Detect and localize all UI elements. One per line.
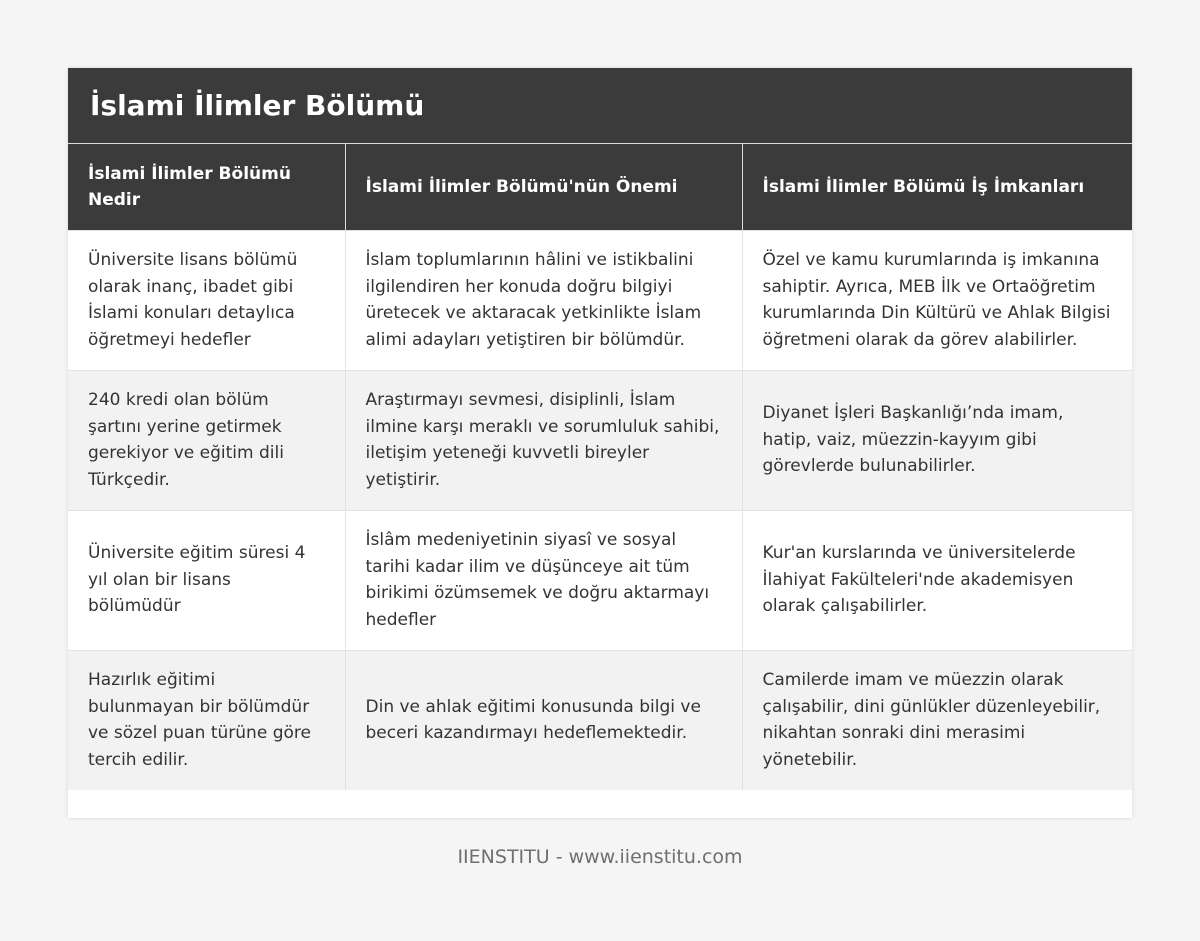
table-cell: İslam toplumlarının hâlini ve istikbalini ilgilendiren her konuda doğru bilgiyi üretecek ve aktaracak yetkinlikte İslam alimi adayları yetiştiren bir bölümdür. xyxy=(345,230,742,370)
table-cell: Kur'an kurslarında ve üniversitelerde İlahiyat Fakülteleri'nde akademisyen olarak çalışabilirler. xyxy=(742,510,1132,650)
info-table xyxy=(68,144,1132,790)
footer-credit: IIENSTITU - www.iienstitu.com xyxy=(457,846,743,868)
table-cell: Diyanet İşleri Başkanlığı’nda imam, hatip, vaiz, müezzin-kayyım gibi görevlerde bulunabilirler. xyxy=(742,370,1132,510)
table-cell: 240 kredi olan bölüm şartını yerine getirmek gerekiyor ve eğitim dili Türkçedir. xyxy=(68,370,345,510)
table-cell: Din ve ahlak eğitimi konusunda bilgi ve beceri kazandırmayı hedeflemektedir. xyxy=(345,650,742,790)
info-card xyxy=(68,68,1132,818)
table-row xyxy=(68,230,1132,370)
table-cell: Üniversite eğitim süresi 4 yıl olan bir lisans bölümüdür xyxy=(68,510,345,650)
column-header-is-imkanlari: İslami İlimler Bölümü İş İmkanları xyxy=(742,144,1132,230)
table-cell: Hazırlık eğitimi bulunmayan bir bölümdür ve sözel puan türüne göre tercih edilir. xyxy=(68,650,345,790)
header-row xyxy=(68,144,1132,230)
table-cell: İslâm medeniyetinin siyasî ve sosyal tarihi kadar ilim ve düşünceye ait tüm birikimi özümsemek ve doğru aktarmayı hedefler xyxy=(345,510,742,650)
table-row xyxy=(68,510,1132,650)
column-header-nedir: İslami İlimler Bölümü Nedir xyxy=(68,144,345,230)
table-title: İslami İlimler Bölümü xyxy=(68,68,1132,144)
table-cell: Özel ve kamu kurumlarında iş imkanına sahiptir. Ayrıca, MEB İlk ve Ortaöğretim kurumlarında Din Kültürü ve Ahlak Bilgisi öğretmeni olarak da görev alabilirler. xyxy=(742,230,1132,370)
table-row xyxy=(68,650,1132,790)
table-cell: Üniversite lisans bölümü olarak inanç, ibadet gibi İslami konuları detaylıca öğretmeyi hedefler xyxy=(68,230,345,370)
column-header-onemi: İslami İlimler Bölümü'nün Önemi xyxy=(345,144,742,230)
table-cell: Araştırmayı sevmesi, disiplinli, İslam ilmine karşı meraklı ve sorumluluk sahibi, iletişim yeteneği kuvvetli bireyler yetiştirir. xyxy=(345,370,742,510)
table-row xyxy=(68,370,1132,510)
table-cell: Camilerde imam ve müezzin olarak çalışabilir, dini günlükler düzenleyebilir, nikahtan sonraki dini merasimi yönetebilir. xyxy=(742,650,1132,790)
